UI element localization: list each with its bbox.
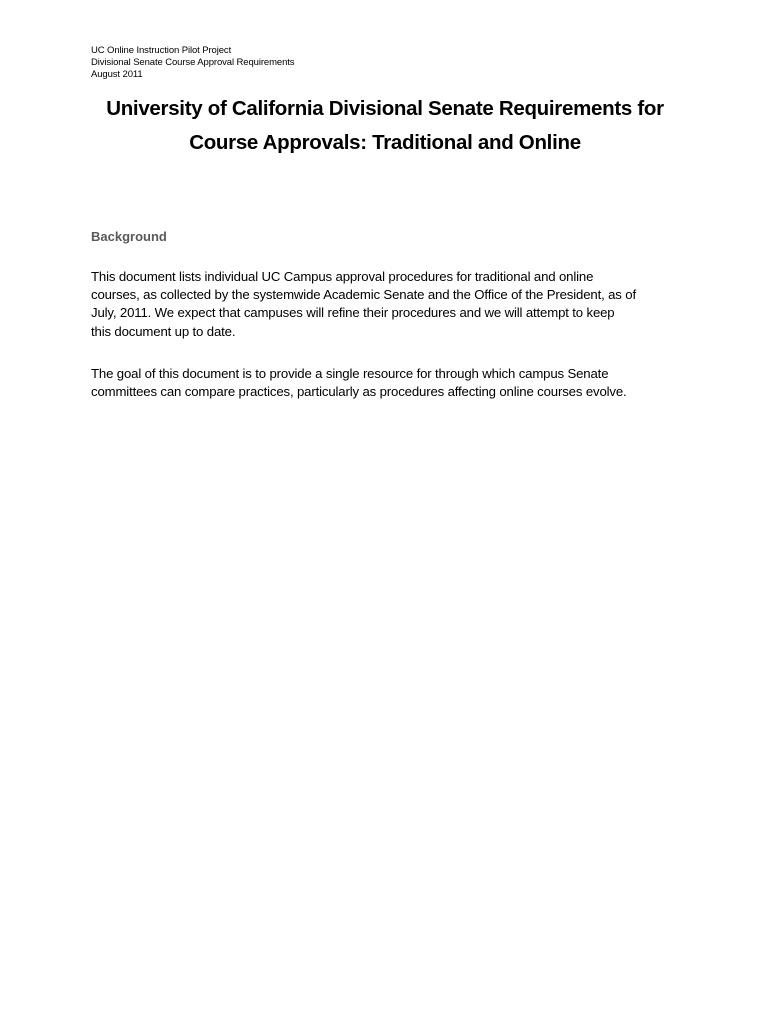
header-subject-line: Divisional Senate Course Approval Requirements — [91, 57, 295, 68]
background-paragraph-2 — [91, 365, 691, 401]
running-header — [91, 45, 294, 81]
header-date-line: August 2011 — [91, 69, 143, 80]
header-project-line: UC Online Instruction Pilot Project — [91, 45, 232, 56]
paragraph-1-line: this document up to date. — [91, 323, 236, 339]
paragraph-2-line: committees can compare practices, particularly as procedures affecting online courses evolve. — [91, 384, 627, 400]
title-line-2: Course Approvals: Traditional and Online — [189, 131, 581, 154]
paragraph-1-line: This document lists individual UC Campus approval procedures for traditional and online — [91, 269, 594, 284]
section-heading-background: Background — [91, 229, 167, 244]
background-paragraph-1 — [91, 268, 691, 341]
document-title — [60, 92, 710, 160]
paragraph-2-line: The goal of this document is to provide a single resource for through which campus Senate — [91, 366, 609, 381]
title-line-1: University of California Divisional Senate Requirements for — [106, 97, 664, 120]
paragraph-1-line: July, 2011. We expect that campuses will refine their procedures and we will attempt to keep — [91, 305, 615, 321]
paragraph-1-line: courses, as collected by the systemwide Academic Senate and the Office of the President, as of — [91, 287, 636, 303]
